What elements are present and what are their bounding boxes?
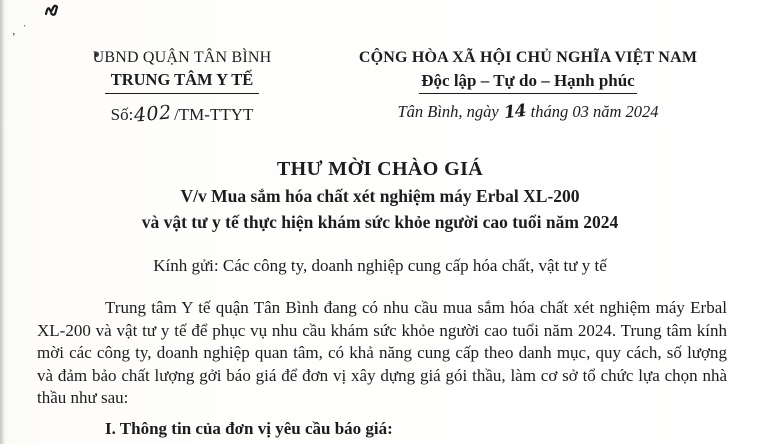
section-heading-1: I. Thông tin của đơn vị yêu cầu báo giá: [105, 419, 393, 438]
document-number-suffix: /TM-TTYT [174, 104, 254, 124]
parent-agency-name: UBND QUẬN TÂN BÌNH [92, 49, 272, 66]
agency-name: TRUNG TÂM Y TẾ [105, 70, 260, 94]
issuing-agency-block [52, 48, 312, 126]
date-prefix: Tân Bình, ngày [397, 102, 499, 122]
pen-scribble-mark [44, 2, 60, 18]
salutation-line: Kính gửi: Các công ty, doanh nghiệp cung cấp hóa chất, vật tư y tế [153, 256, 607, 275]
document-number-line [52, 103, 312, 127]
date-suffix: tháng 03 năm 2024 [530, 102, 659, 122]
document-number-label: Số: [110, 104, 134, 124]
place-date-line [356, 102, 700, 123]
document-subtitle-line1: V/v Mua sắm hóa chất xét nghiệm máy Erbal XL-200 [180, 186, 580, 206]
document-title-block [0, 158, 760, 233]
document-subtitle-line2: và vật tư y tế thực hiện khám sức khỏe người cao tuổi năm 2024 [141, 212, 619, 232]
document-title: THƯ MỜI CHÀO GIÁ [276, 158, 484, 180]
national-header-block [356, 48, 700, 124]
republic-title: CỘNG HÒA XÃ HỘI CHỦ NGHĨA VIỆT NAM [358, 49, 698, 66]
date-day-handwritten: 14 [502, 101, 527, 124]
document-number-handwritten: 402 [133, 101, 173, 127]
pen-dots-mark: , ˙ [11, 22, 31, 38]
body-paragraph: Trung tâm Y tế quận Tân Bình đang có nhu cầu mua sắm hóa chất xét nghiệm máy Erbal XL-200 và vật tư y tế để phục vụ nhu cầu khám sức khỏe người cao tuổi năm 2024. Trung tâm kính mời các công ty, doanh nghiệp quan tâm, có khả năng cung cấp theo danh mục, quy cách, số lượng và đảm bảo chất lượng gởi báo giá để đơn vị xây dựng giá gói thầu, làm cơ sở tổ chức lựa chọn nhà thầu như sau: [37, 298, 727, 408]
national-motto: Độc lập – Tự do – Hạnh phúc [419, 70, 636, 94]
